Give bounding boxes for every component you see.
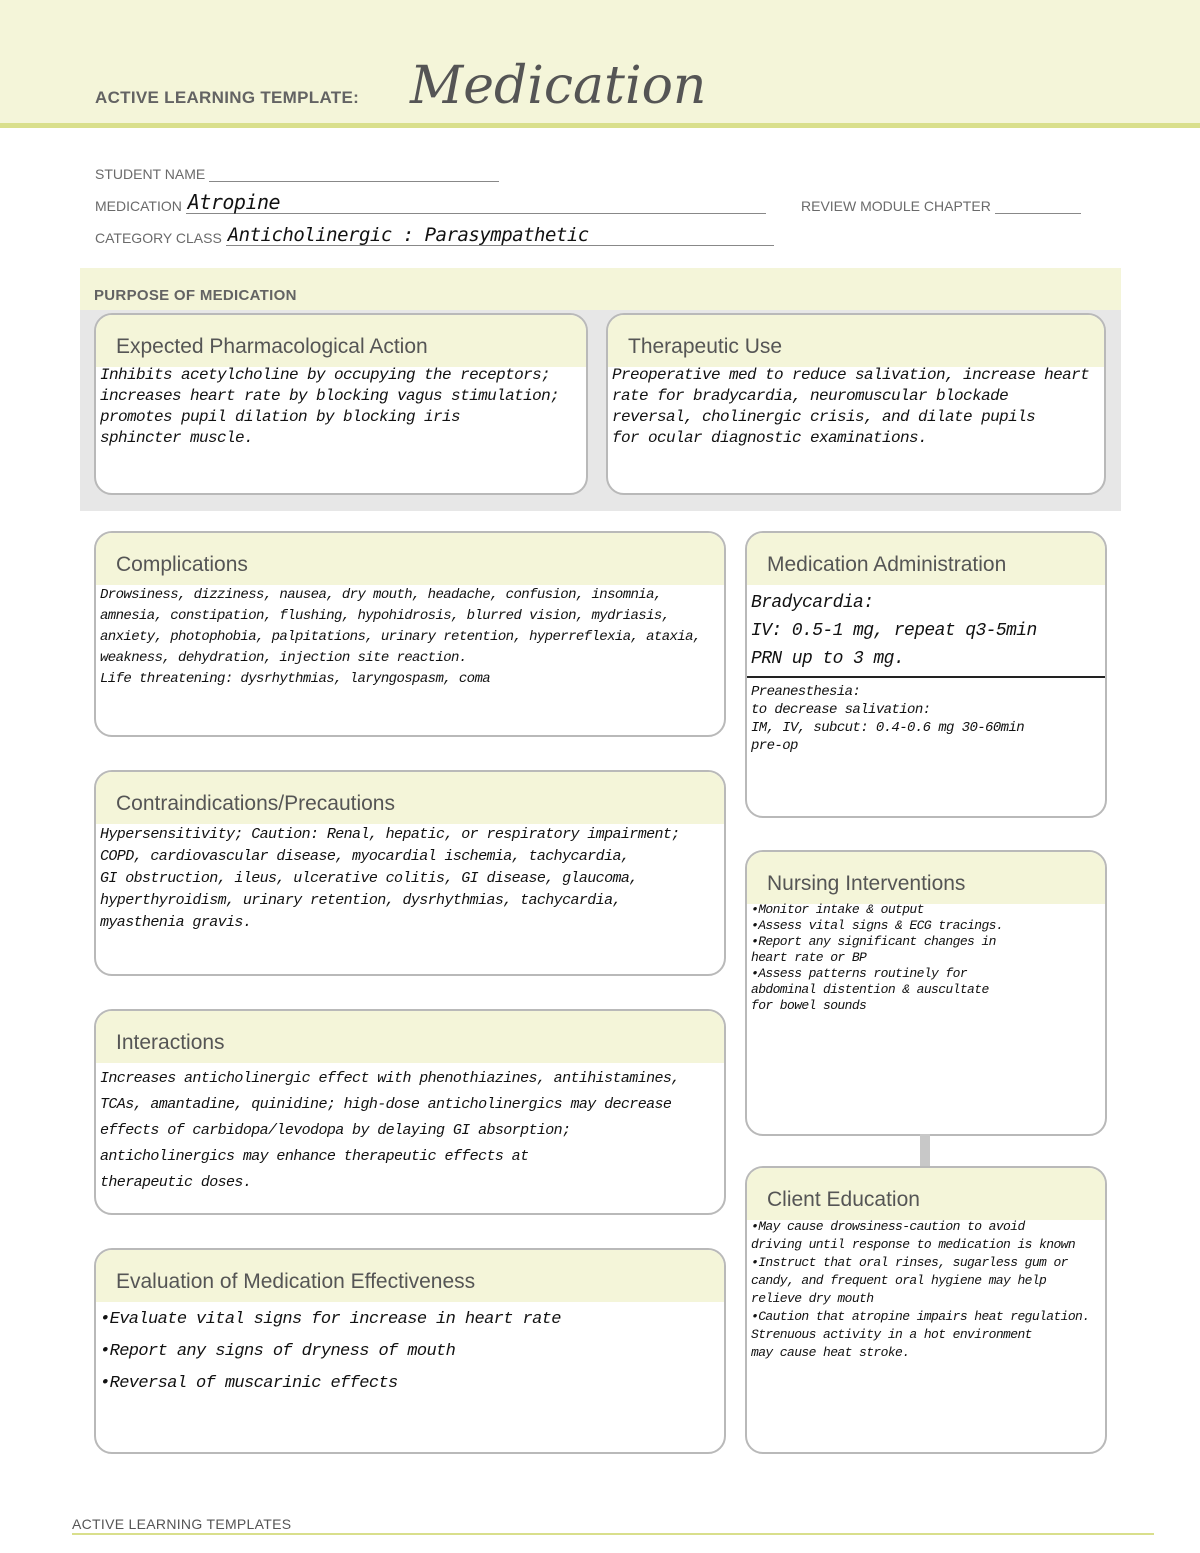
administration-divider (747, 676, 1105, 678)
header-rule (0, 123, 1200, 128)
client-education-title: Client Education (767, 1188, 920, 1211)
evaluation-card (94, 1248, 726, 1454)
medication-field[interactable] (186, 190, 766, 214)
category-field[interactable] (226, 224, 774, 246)
nursing-title: Nursing Interventions (767, 872, 966, 895)
complications-text[interactable]: Drowsiness, dizziness, nausea, dry mouth, headache, confusion, insomnia, amnesia, constipation, flushing, hypohidrosis, blurred vision, mydriasis, anxiety, photophobia, palpitations, urinary retention, hyperreflexia, ataxia, weakness, dehydration, injection site reaction. Life threatening: dysrhythmias, laryngospasm, coma (100, 587, 701, 687)
expected-action-title: Expected Pharmacological Action (116, 335, 428, 358)
review-module-label: REVIEW MODULE CHAPTER (801, 198, 991, 214)
review-module-row (801, 196, 1081, 214)
expected-action-card (94, 313, 588, 495)
interactions-card (94, 1009, 726, 1215)
category-value: Anticholinergic : Parasympathetic (227, 224, 589, 246)
interactions-text[interactable]: Increases anticholinergic effect with phenothiazines, antihistamines, TCAs, amantadine, quinidine; high-dose anticholinergics may decrease effects of carbidopa/levodopa by delaying GI absorption; anticholinergics may enhance therapeutic effects at therapeutic doses. (100, 1070, 680, 1191)
category-label: CATEGORY CLASS (95, 230, 222, 246)
expected-action-text[interactable]: Inhibits acetylcholine by occupying the receptors; increases heart rate by blocking vagus stimulation; promotes pupil dilation by blocking iris sphincter muscle. (100, 366, 560, 447)
connector-bar (920, 1134, 930, 1166)
contraindications-text[interactable]: Hypersensitivity; Caution: Renal, hepatic, or respiratory impairment; COPD, cardiovascular disease, myocardial ischemia, tachycardia, GI obstruction, ileus, ulcerative colitis, GI disease, glaucoma, hyperthyroidism, urinary retention, dysrhythmias, tachycardia, myasthenia gravis. (100, 826, 680, 931)
contraindications-title: Contraindications/Precautions (116, 792, 395, 815)
nursing-card (745, 850, 1107, 1136)
page-title: Medication (410, 56, 707, 116)
student-name-row (95, 164, 499, 182)
category-row (95, 224, 774, 246)
student-name-field[interactable] (209, 164, 499, 182)
client-education-card (745, 1166, 1107, 1454)
administration-card (745, 531, 1107, 818)
therapeutic-use-title: Therapeutic Use (628, 335, 783, 358)
evaluation-text[interactable]: •Evaluate vital signs for increase in heart rate •Report any signs of dryness of mouth •Reversal of muscarinic effects (100, 1310, 561, 1393)
therapeutic-use-card (606, 313, 1106, 495)
administration-bradycardia-text[interactable]: Bradycardia: IV: 0.5-1 mg, repeat q3-5min PRN up to 3 mg. (751, 593, 1037, 669)
purpose-label: PURPOSE OF MEDICATION (94, 287, 297, 304)
nursing-text[interactable]: •Monitor intake & output •Assess vital signs & ECG tracings. •Report any significant changes in heart rate or BP •Assess patterns routinely for abdominal distention & auscultate for bowel sounds (751, 902, 1004, 1013)
medication-label: MEDICATION (95, 198, 182, 214)
complications-card (94, 531, 726, 737)
footer-rule (72, 1533, 1154, 1535)
complications-title: Complications (116, 553, 248, 576)
purpose-header (80, 268, 1121, 310)
template-label: ACTIVE LEARNING TEMPLATE: (95, 88, 360, 107)
therapeutic-use-text[interactable]: Preoperative med to reduce salivation, increase heart rate for bradycardia, neuromuscular blockade reversal, cholinergic crisis, and dilate pupils for ocular diagnostic examinations. (612, 366, 1090, 447)
interactions-title: Interactions (116, 1031, 225, 1054)
administration-preanesthesia-text[interactable]: Preanesthesia: to decrease salivation: IM, IV, subcut: 0.4-0.6 mg 30-60min pre-op (751, 684, 1025, 754)
student-name-label: STUDENT NAME (95, 166, 206, 182)
evaluation-title: Evaluation of Medication Effectiveness (116, 1270, 476, 1293)
client-education-text[interactable]: •May cause drowsiness-caution to avoid driving until response to medication is known •Instruct that oral rinses, sugarless gum or candy, and frequent oral hygiene may help relieve dry mouth •Caution that atropine impairs heat regulation. Strenuous activity in a hot environment may cause heat stroke. (751, 1219, 1090, 1360)
medication-row (95, 190, 766, 214)
medication-value: Atropine (187, 190, 281, 214)
footer-label: ACTIVE LEARNING TEMPLATES (72, 1516, 292, 1532)
review-module-field[interactable] (995, 196, 1081, 214)
contraindications-card (94, 770, 726, 976)
administration-title: Medication Administration (767, 553, 1007, 576)
